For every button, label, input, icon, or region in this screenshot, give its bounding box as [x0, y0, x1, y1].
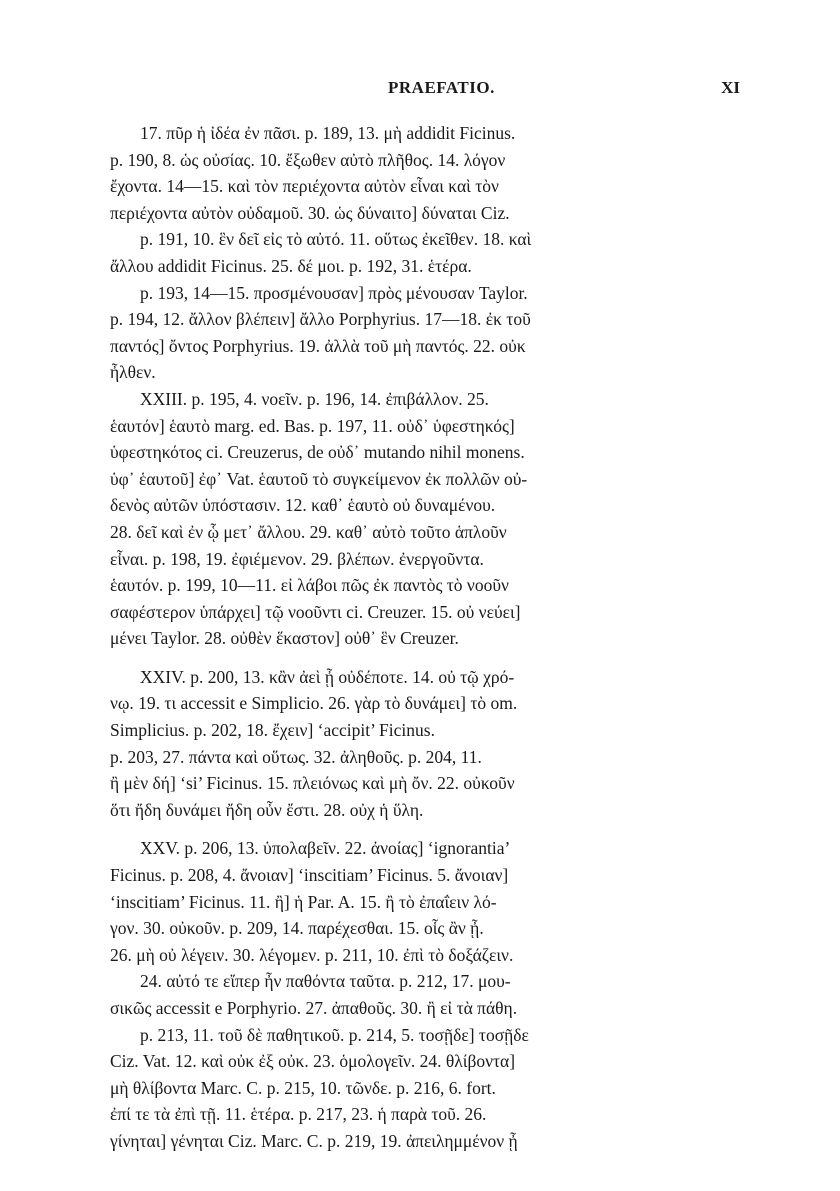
- text-line: p. 194, 12. ἄλλον βλέπειν] ἄλλο Porphyrius. 17—18. ἐκ τοῦ: [110, 309, 531, 330]
- running-header: [388, 78, 740, 102]
- text-line: ἦλθεν.: [110, 362, 156, 383]
- text-line: p. 213, 11. τοῦ δὲ παθητικοῦ. p. 214, 5. τοσῇδε] τοσῇδε: [140, 1024, 529, 1045]
- text-line: ἔχοντα. 14—15. καὶ τὸν περιέχοντα αὐτὸν εἶναι καὶ τὸν: [110, 176, 499, 197]
- text-line: XXIII. p. 195, 4. νοεῖν. p. 196, 14. ἐπιβάλλον. 25.: [140, 388, 489, 409]
- text-line: 24. αὐτό τε εἴπερ ἦν παθόντα ταῦτα. p. 212, 17. μου-: [140, 971, 511, 992]
- text-line: μὴ θλίβοντα Marc. C. p. 215, 10. τῶνδε. p. 216, 6. fort.: [110, 1077, 496, 1098]
- text-line: Ciz. Vat. 12. καὶ οὐκ ἐξ οὐκ. 23. ὁμολογεῖν. 24. θλίβοντα]: [110, 1051, 516, 1072]
- text-line: γον. 30. οὐκοῦν. p. 209, 14. παρέχεσθαι. 15. οἷς ἂν ᾖ.: [110, 918, 484, 939]
- text-line: 28. δεῖ καὶ ἐν ᾧ μετ᾽ ἄλλου. 29. καθ᾽ αὐτὸ τοῦτο ἁπλοῦν: [110, 521, 507, 542]
- text-line: p. 203, 27. πάντα καὶ οὕτως. 32. ἀληθοῦς. p. 204, 11.: [110, 746, 482, 767]
- text-line: ὅτι ἤδη δυνάμει ἤδη οὖν ἔστι. 28. οὐχ ἡ ὕλη.: [110, 799, 424, 820]
- text-line: ἑαυτόν] ἑαυτὸ marg. ed. Bas. p. 197, 11. οὐδ᾽ ὑφεστηκός]: [110, 415, 515, 436]
- text-line: εἶναι. p. 198, 19. ἐφιέμενον. 29. βλέπων. ἐνεργοῦντα.: [110, 548, 484, 569]
- text-line: ἄλλου addidit Ficinus. 25. δέ μοι. p. 192, 31. ἑτέρα.: [110, 255, 472, 276]
- text-line: παντός] ὄντος Porphyrius. 19. ἀλλὰ τοῦ μὴ παντός. 22. οὐκ: [110, 335, 526, 356]
- text-line: ὑφεστηκότος ci. Creuzerus, de οὐδ᾽ mutando nihil monens.: [110, 442, 525, 463]
- text-line: μένει Taylor. 28. οὐθὲν ἕκαστον] οὐθ᾽ ἓν Creuzer.: [110, 628, 459, 649]
- text-line: δενὸς αὐτῶν ὑπόστασιν. 12. καθ᾽ ἑαυτὸ οὐ δυναμένου.: [110, 495, 496, 516]
- text-body: [110, 120, 740, 1155]
- text-line: Ficinus. p. 208, 4. ἄνοιαν] ‘inscitiam’ Ficinus. 5. ἄνοιαν]: [110, 865, 509, 886]
- text-line: p. 193, 14—15. προσμένουσαν] πρὸς μένουσαν Taylor.: [140, 282, 528, 303]
- text-line: 17. πῦρ ἡ ἰδέα ἐν πᾶσι. p. 189, 13. μὴ addidit Ficinus.: [140, 123, 516, 143]
- text-line: νῳ. 19. τι accessit e Simplicio. 26. γὰρ τὸ δυνάμει] τὸ om.: [110, 693, 518, 714]
- page-number: XI: [721, 78, 740, 97]
- text-line: ἐπί τε τὰ ἐπὶ τῇ. 11. ἑτέρα. p. 217, 23. ἡ παρὰ τοῦ. 26.: [110, 1104, 487, 1125]
- text-line: p. 191, 10. ἓν δεῖ εἰς τὸ αὐτό. 11. οὕτως ἐκεῖθεν. 18. καὶ: [140, 229, 532, 250]
- text-line: p. 190, 8. ὡς οὐσίας. 10. ἔξωθεν αὐτὸ πλῆθος. 14. λόγον: [110, 149, 506, 170]
- text-line: περιέχοντα αὐτὸν οὐδαμοῦ. 30. ὡς δύναιτο] δύναται Ciz.: [110, 202, 510, 223]
- text-line: γίνηται] γένηται Ciz. Marc. C. p. 219, 19. ἀπειλημμένον ᾖ: [110, 1130, 518, 1151]
- text-line: ‘inscitiam’ Ficinus. 11. ἢ] ἡ Par. A. 15. ἢ τὸ ἐπαΐειν λό-: [110, 891, 497, 912]
- text-line: ὑφ᾽ ἑαυτοῦ] ἐφ᾽ Vat. ἑαυτοῦ τὸ συγκείμενον ἐκ πολλῶν οὐ-: [110, 468, 528, 489]
- text-line: XXV. p. 206, 13. ὑπολαβεῖν. 22. ἀνοίας] ‘ignorantia’: [140, 838, 511, 859]
- text-line: σικῶς accessit e Porphyrio. 27. ἀπαθοῦς. 30. ἢ εἰ τὰ πάθη.: [110, 998, 518, 1018]
- text-line: ἑαυτόν. p. 199, 10—11. εἰ λάβοι πῶς ἐκ παντὸς τὸ νοοῦν: [110, 575, 509, 596]
- text-line: σαφέστερον ὑπάρχει] τῷ νοοῦντι ci. Creuzer. 15. οὐ νεύει]: [110, 601, 521, 622]
- header-title: PRAEFATIO.: [388, 78, 495, 97]
- text-line: 26. μὴ οὐ λέγειν. 30. λέγομεν. p. 211, 10. ἐπὶ τὸ δοξάζειν.: [110, 944, 514, 965]
- text-line: XXIV. p. 200, 13. κἂν ἀεὶ ᾖ οὐδέποτε. 14. οὐ τῷ χρό-: [140, 666, 515, 687]
- text-line: ἢ μὲν δή] ‘si’ Ficinus. 15. πλειόνως καὶ μὴ ὄν. 22. οὐκοῦν: [110, 773, 515, 794]
- text-line: Simplicius. p. 202, 18. ἔχειν] ‘accipit’ Ficinus.: [110, 720, 435, 741]
